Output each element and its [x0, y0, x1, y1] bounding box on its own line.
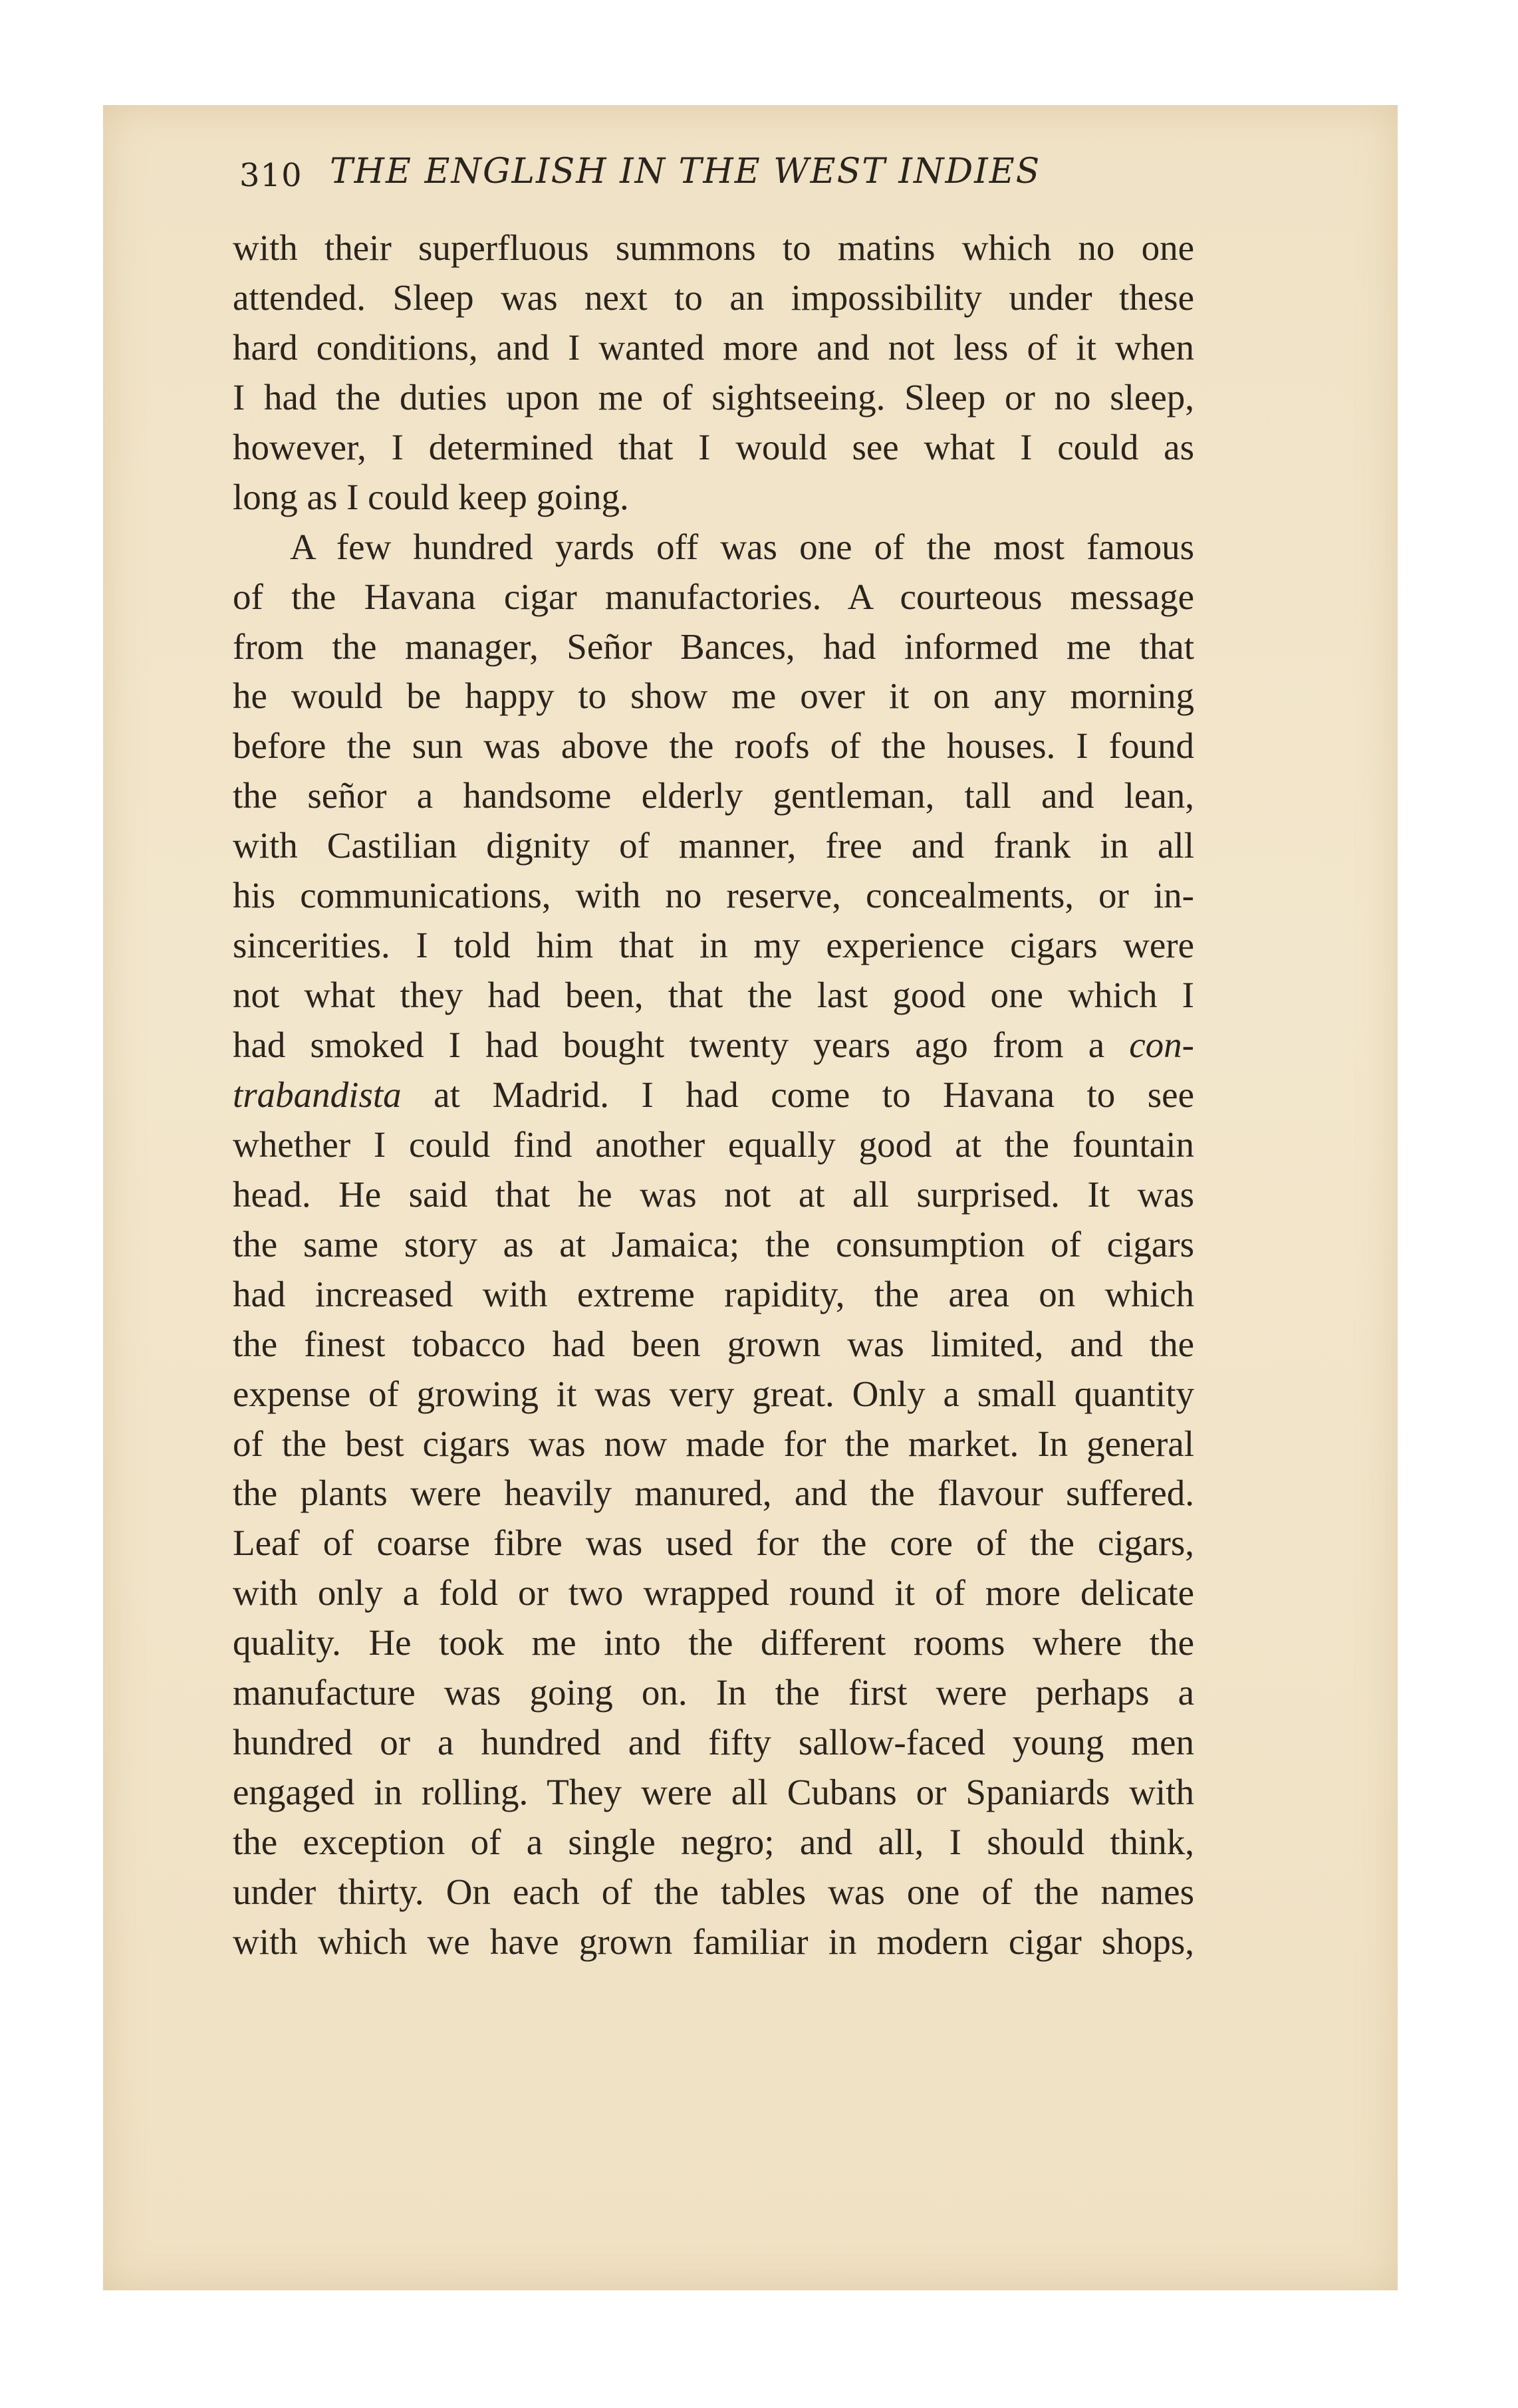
text-line: head. He said that he was not at all surprised. It was [233, 1173, 1194, 1215]
text-line: attended. Sleep was next to an impossibility under these [233, 277, 1194, 318]
text-line: had increased with extreme rapidity, the area on which [233, 1273, 1194, 1314]
text-line: his communications, with no reserve, concealments, or in- [233, 875, 1194, 916]
text-line: the plants were heavily manured, and the flavour suffered. [233, 1473, 1194, 1514]
text-line: however, I determined that I would see what I could as [233, 426, 1194, 467]
text-line [233, 1070, 1194, 1120]
text-line: with their superfluous summons to matins which no one [233, 227, 1194, 268]
text-line: of the Havana cigar manufactories. A courteous message [233, 576, 1194, 617]
text-line: Leaf of coarse fibre was used for the core of the cigars, [233, 1522, 1194, 1564]
text-line: sincerities. I told him that in my experience cigars were [233, 925, 1194, 966]
italic-word: con- [1129, 1024, 1194, 1065]
text-segment: at Madrid. I had come to Havana to see [434, 1074, 1195, 1115]
text-line: the finest tobacco had been grown was limited, and the [233, 1323, 1194, 1364]
text-line: he would be happy to show me over it on any morning [233, 675, 1194, 717]
text-line: hundred or a hundred and fifty sallow-faced young men [233, 1722, 1194, 1763]
text-line: with Castilian dignity of manner, free and frank in all [233, 825, 1194, 866]
text-line: expense of growing it was very great. Only a small quantity [233, 1373, 1194, 1414]
text-line: engaged in rolling. They were all Cubans or Spaniards with [233, 1772, 1194, 1813]
text-line: long as I could keep going. [233, 476, 629, 517]
running-head [239, 152, 1104, 205]
text-line: from the manager, Señor Bances, had informed me that [233, 626, 1194, 667]
text-line: with which we have grown familiar in modern cigar shops, [233, 1921, 1194, 1962]
text-line: the señor a handsome elderly gentleman, tall and lean, [233, 775, 1194, 816]
paragraph-first-line: A few hundred yards off was one of the most famous [290, 526, 1194, 567]
text-line: hard conditions, and I wanted more and not less of it when [233, 326, 1194, 368]
text-line: whether I could find another equally good at the fountain [233, 1124, 1194, 1165]
page-number: 310 [239, 157, 303, 194]
text-line: the exception of a single negro; and all, I should think, [233, 1822, 1194, 1862]
text-segment: had smoked I had bought twenty years ago from a [233, 1024, 1105, 1065]
body-text [233, 223, 1194, 1967]
book-title: THE ENGLISH IN THE WEST INDIES [330, 152, 1041, 191]
italic-word: trabandista [233, 1074, 402, 1115]
text-line: with only a fold or two wrapped round it of more delicate [233, 1572, 1194, 1614]
text-line: not what they had been, that the last good one which I [233, 975, 1194, 1016]
text-line: I had the duties upon me of sightseeing. Sleep or no sleep, [233, 376, 1194, 418]
text-line: under thirty. On each of the tables was one of the names [233, 1871, 1194, 1912]
text-line: manufacture was going on. In the first were perhaps a [233, 1672, 1194, 1713]
text-line: of the best cigars was now made for the market. In general [233, 1423, 1194, 1464]
text-line: the same story as at Jamaica; the consumption of cigars [233, 1223, 1194, 1264]
text-line: quality. He took me into the different rooms where the [233, 1622, 1194, 1663]
text-line [233, 1021, 1194, 1070]
text-line: before the sun was above the roofs of the houses. I found [233, 725, 1194, 767]
